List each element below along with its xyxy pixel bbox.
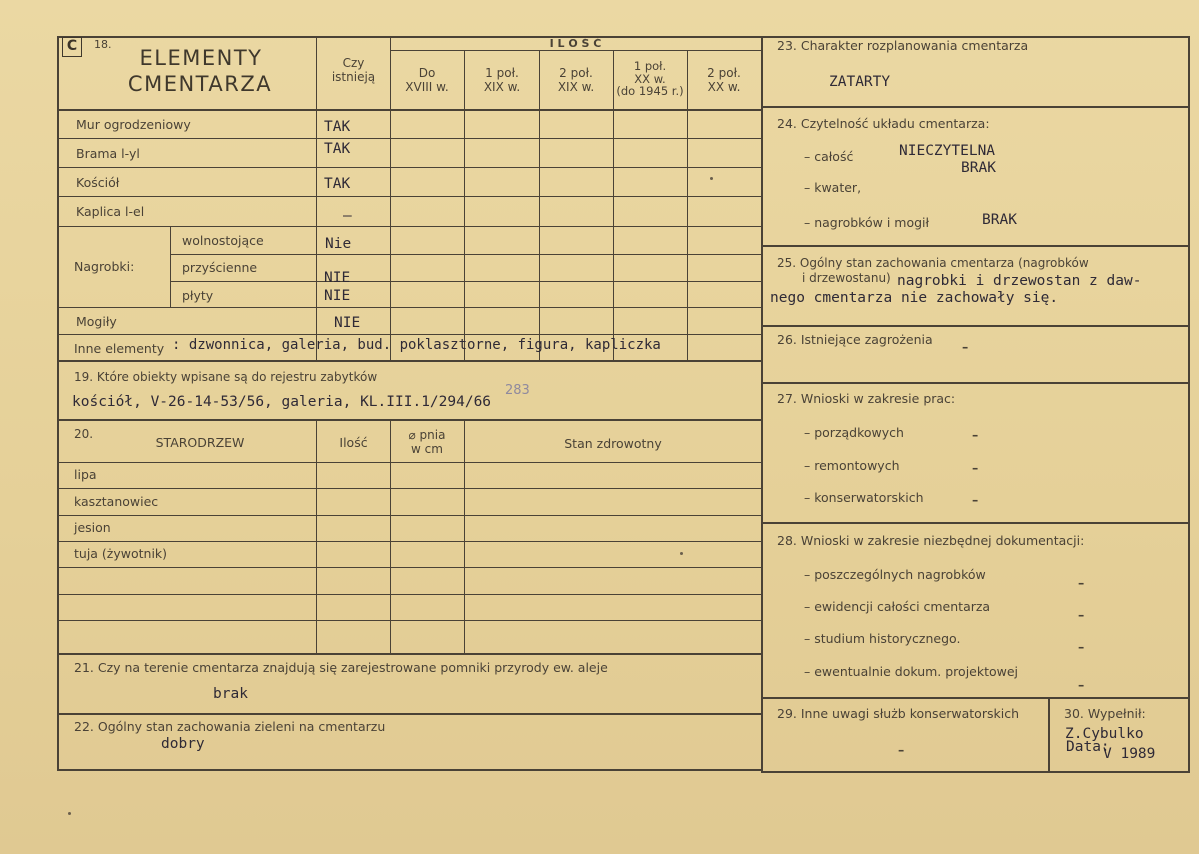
panel-divider <box>761 36 763 771</box>
row-line <box>170 281 763 282</box>
s29-s30-divider <box>1048 697 1050 773</box>
col-header-period-4: 2 poł. XX w. <box>707 66 741 94</box>
s28-item-value: – <box>1078 575 1085 590</box>
s22-label: 22. Ogólny stan zachowania zieleni na cmentarzu <box>74 719 386 734</box>
s24-item-label: – nagrobków i mogił <box>804 215 930 230</box>
row-label-gate: Brama l-yl <box>76 146 140 161</box>
nagrobki-label-free: wolnostojące <box>182 233 264 248</box>
s27-item-label: – remontowych <box>804 458 900 473</box>
tree-name: tuja (żywotnik) <box>74 546 168 561</box>
row-line <box>57 138 763 139</box>
mogily-label: Mogiły <box>76 314 117 329</box>
s29-value: – <box>898 742 905 757</box>
s23-bottom <box>761 106 1190 108</box>
paper-speck <box>68 812 71 815</box>
row-label-church: Kościół <box>76 175 120 190</box>
s25-value-1: nagrobki i drzewostan z daw- <box>897 273 1142 289</box>
s27-item-value: – <box>972 427 979 442</box>
nagrobki-label-wall: przyścienne <box>182 260 258 275</box>
s21-label: 21. Czy na terenie cmentarza znajdują się zarejestrowane pomniki przyrody ew. aleje <box>74 660 608 675</box>
s25-label-1: 25. Ogólny stan zachowania cmentarza (nagrobków <box>777 256 1089 270</box>
s28-item-label: – poszczególnych nagrobków <box>804 567 986 582</box>
s25-bottom <box>761 325 1190 327</box>
s23-value: ZATARTY <box>829 74 891 90</box>
s28-item-value: – <box>1078 639 1085 654</box>
s24-item-value: BRAK <box>982 212 1017 228</box>
s27-item-value: – <box>972 460 979 475</box>
s21-bottom <box>57 713 763 715</box>
s19-pencil-note: 283 <box>505 383 530 398</box>
tree-name: kasztanowiec <box>74 494 159 509</box>
s20-col-health: Stan zdrowotny <box>564 436 662 451</box>
row-line <box>57 334 763 335</box>
grid-v-exists <box>316 36 317 361</box>
s25-value-2: nego cmentarza nie zachowały się. <box>770 290 1059 306</box>
s28-item-label: – studium historycznego. <box>804 631 961 646</box>
row-line <box>57 620 763 621</box>
row-line <box>57 541 763 542</box>
s28-item-value: – <box>1078 677 1085 692</box>
s24-item-value: NIECZYTELNA <box>899 143 996 159</box>
s30-label: 30. Wypełnił: <box>1064 706 1146 721</box>
s26-bottom <box>761 382 1190 384</box>
s26-label: 26. Istniejące zagrożenia <box>777 332 933 347</box>
s24-item-label: – kwater, <box>804 180 862 195</box>
s24-bottom <box>761 245 1190 247</box>
title-line2: CMENTARZA <box>127 72 273 96</box>
row-line <box>57 488 763 489</box>
s29-label: 29. Inne uwagi służb konserwatorskich <box>777 706 1019 721</box>
mogily-value: NIE <box>334 315 361 331</box>
nagrobki-divider <box>170 226 171 307</box>
row-line <box>57 594 763 595</box>
s28-item-label: – ewidencji całości cmentarza <box>804 599 991 614</box>
row-line <box>57 567 763 568</box>
s30-date-value: V 1989 <box>1103 746 1156 762</box>
inne-value: : dzwonnica, galeria, bud. poklasztorne, figura, kapliczka <box>172 337 661 353</box>
s18-bottom <box>57 360 763 362</box>
s25-label-2: i drzewostanu) <box>802 271 891 285</box>
col-header-period-0: Do XVIII w. <box>405 66 449 94</box>
col-header-period-2: 2 poł. XIX w. <box>557 66 595 94</box>
nagrobki-label-slab: płyty <box>182 288 214 303</box>
col-header-period-3: 1 poł. XX w. (do 1945 r.) <box>616 59 684 98</box>
s30-name: Z.Cybulko <box>1065 726 1144 742</box>
row-value-wall: TAK <box>324 119 351 135</box>
s20-title: STARODRZEW <box>155 435 245 450</box>
s22-value: dobry <box>161 736 205 752</box>
s19-bottom <box>57 419 763 421</box>
s18-header-bottom <box>57 109 763 111</box>
s27-item-label: – konserwatorskich <box>804 490 924 505</box>
col-header-period-1: 1 poł. XIX w. <box>483 66 521 94</box>
s27-label: 27. Wnioski w zakresie prac: <box>777 391 956 406</box>
s19-value: kościół, V-26-14-53/56, galeria, KL.III.1/294/66 <box>72 394 492 410</box>
grid-v-p2 <box>539 50 540 361</box>
row-label-chapel: Kaplica l-el <box>76 204 145 219</box>
nagrobki-label: Nagrobki: <box>74 259 135 274</box>
s28-item-label: – ewentualnie dokum. projektowej <box>804 664 1019 679</box>
s20-col-diam: ⌀ pnia w cm <box>408 428 446 456</box>
row-line <box>57 515 763 516</box>
inne-label: Inne elementy <box>74 341 165 356</box>
nagrobki-value-slab: NIE <box>324 288 351 304</box>
s21-value: brak <box>213 686 248 702</box>
s27-item-label: – porządkowych <box>804 425 904 440</box>
s20-col-count: Ilość <box>339 435 368 450</box>
s27-item-value: – <box>972 492 979 507</box>
s24-item-value: BRAK <box>961 160 996 176</box>
row-label-wall: Mur ogrodzeniowy <box>76 117 191 132</box>
s20-v3 <box>464 420 465 654</box>
right-outer-border <box>1188 36 1190 773</box>
s20-v1 <box>316 420 317 654</box>
paper-speck <box>710 177 713 180</box>
s28-label: 28. Wnioski w zakresie niezbędnej dokumentacji: <box>777 533 1085 548</box>
right-bottom-border <box>761 771 1190 773</box>
s27-bottom <box>761 522 1190 524</box>
s23-label: 23. Charakter rozplanowania cmentarza <box>777 38 1029 53</box>
paper-speck <box>680 552 683 555</box>
grid-v-p4 <box>687 50 688 361</box>
s20-header-bottom <box>57 462 763 463</box>
s28-item-value: – <box>1078 607 1085 622</box>
row-line <box>57 167 763 168</box>
nagrobki-value-free: Nie <box>325 236 352 252</box>
left-outer-border <box>57 36 59 771</box>
s24-item-label: – całość <box>804 149 854 164</box>
tree-name: jesion <box>74 520 111 535</box>
title-line1: ELEMENTY <box>139 46 263 70</box>
s30-date-label: Data: <box>1066 739 1110 755</box>
s24-label: 24. Czytelność układu cmentarza: <box>777 116 990 131</box>
col-header-exists: Czy istnieją <box>331 56 376 84</box>
left-bottom-border <box>57 769 763 771</box>
section-number: 18. <box>94 38 112 51</box>
nagrobki-value-wall: NIE <box>324 270 351 286</box>
row-line <box>170 254 763 255</box>
row-value-church: TAK <box>324 176 351 192</box>
s19-label: 19. Które obiekty wpisane są do rejestru zabytków <box>74 370 378 384</box>
row-line <box>57 307 763 308</box>
row-value-gate: TAK <box>324 141 351 157</box>
row-value-chapel: – <box>343 208 352 224</box>
s20-bottom <box>57 653 763 655</box>
row-line <box>57 196 763 197</box>
s20-number: 20. <box>74 427 94 441</box>
row-line <box>57 226 763 227</box>
tree-name: lipa <box>74 467 97 482</box>
col-header-ilosc: I L O Ś Ć <box>549 37 602 50</box>
grid-v-p1 <box>464 50 465 361</box>
s26-value: – <box>962 339 969 354</box>
section-letter-box: C <box>62 37 82 57</box>
s28-bottom <box>761 697 1190 699</box>
